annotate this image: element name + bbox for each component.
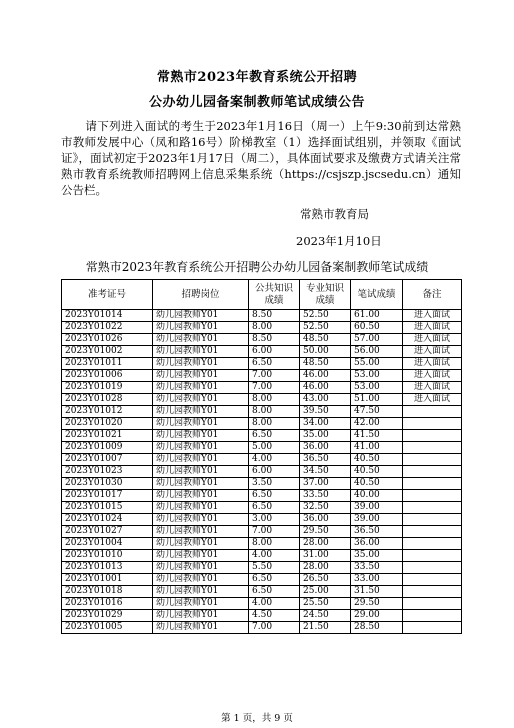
cell-remark — [403, 538, 462, 550]
cell-exam-id: 2023Y01016 — [62, 598, 153, 610]
cell-professional-score: 28.00 — [300, 562, 351, 574]
cell-remark — [403, 526, 462, 538]
cell-public-score: 6.50 — [249, 586, 300, 598]
cell-position: 幼儿园教师Y01 — [153, 322, 249, 334]
table-row — [62, 598, 462, 610]
cell-professional-score: 34.00 — [300, 418, 351, 430]
cell-public-score: 5.50 — [249, 562, 300, 574]
cell-position: 幼儿园教师Y01 — [153, 382, 249, 394]
table-row — [62, 418, 462, 430]
cell-written-score: 35.00 — [351, 550, 403, 562]
cell-written-score: 56.00 — [351, 346, 403, 358]
cell-exam-id: 2023Y01014 — [62, 310, 153, 322]
cell-exam-id: 2023Y01009 — [62, 442, 153, 454]
cell-position: 幼儿园教师Y01 — [153, 346, 249, 358]
cell-written-score: 33.00 — [351, 574, 403, 586]
header-public-score-text: 公共知识成绩 — [254, 282, 293, 306]
table-row — [62, 574, 462, 586]
table-row — [62, 610, 462, 622]
cell-exam-id: 2023Y01029 — [62, 610, 153, 622]
cell-exam-id: 2023Y01030 — [62, 478, 153, 490]
cell-remark: 进入面试 — [403, 358, 462, 370]
cell-position: 幼儿园教师Y01 — [153, 454, 249, 466]
cell-written-score: 39.00 — [351, 502, 403, 514]
cell-written-score: 51.00 — [351, 394, 403, 406]
cell-exam-id: 2023Y01018 — [62, 586, 153, 598]
cell-public-score: 5.00 — [249, 442, 300, 454]
cell-remark: 进入面试 — [403, 382, 462, 394]
header-professional-score — [300, 280, 351, 310]
cell-remark: 进入面试 — [403, 322, 462, 334]
table-header-row — [62, 280, 462, 310]
cell-remark — [403, 466, 462, 478]
cell-written-score: 53.00 — [351, 370, 403, 382]
cell-position: 幼儿园教师Y01 — [153, 562, 249, 574]
cell-remark — [403, 574, 462, 586]
cell-exam-id: 2023Y01019 — [62, 382, 153, 394]
cell-written-score: 47.50 — [351, 406, 403, 418]
cell-written-score: 57.00 — [351, 334, 403, 346]
table-row — [62, 334, 462, 346]
cell-exam-id: 2023Y01023 — [62, 466, 153, 478]
cell-public-score: 8.00 — [249, 322, 300, 334]
cell-remark — [403, 490, 462, 502]
cell-professional-score: 50.00 — [300, 346, 351, 358]
cell-position: 幼儿园教师Y01 — [153, 418, 249, 430]
cell-exam-id: 2023Y01021 — [62, 430, 153, 442]
cell-exam-id: 2023Y01015 — [62, 502, 153, 514]
cell-remark: 进入面试 — [403, 370, 462, 382]
cell-position: 幼儿园教师Y01 — [153, 310, 249, 322]
cell-professional-score: 48.50 — [300, 358, 351, 370]
cell-public-score: 4.50 — [249, 610, 300, 622]
cell-position: 幼儿园教师Y01 — [153, 598, 249, 610]
cell-remark — [403, 550, 462, 562]
cell-remark — [403, 622, 462, 634]
cell-professional-score: 25.50 — [300, 598, 351, 610]
cell-exam-id: 2023Y01005 — [62, 622, 153, 634]
cell-public-score: 6.50 — [249, 502, 300, 514]
cell-written-score: 33.50 — [351, 562, 403, 574]
cell-written-score: 36.00 — [351, 538, 403, 550]
cell-public-score: 8.00 — [249, 418, 300, 430]
cell-exam-id: 2023Y01024 — [62, 514, 153, 526]
page-number: 第 1 页，共 9 页 — [221, 713, 293, 724]
cell-professional-score: 24.50 — [300, 610, 351, 622]
notice-paragraph — [61, 118, 461, 198]
cell-public-score: 4.00 — [249, 454, 300, 466]
table-title: 常熟市2023年教育系统公开招聘公办幼儿园备案制教师笔试成绩 — [85, 260, 429, 274]
cell-written-score: 36.50 — [351, 526, 403, 538]
cell-exam-id: 2023Y01006 — [62, 370, 153, 382]
table-row — [62, 502, 462, 514]
cell-professional-score: 26.50 — [300, 574, 351, 586]
cell-remark — [403, 502, 462, 514]
cell-written-score: 41.00 — [351, 442, 403, 454]
cell-exam-id: 2023Y01002 — [62, 346, 153, 358]
cell-remark — [403, 418, 462, 430]
cell-position: 幼儿园教师Y01 — [153, 430, 249, 442]
cell-exam-id: 2023Y01022 — [62, 322, 153, 334]
cell-written-score: 40.50 — [351, 466, 403, 478]
cell-exam-id: 2023Y01020 — [62, 418, 153, 430]
cell-written-score: 53.00 — [351, 382, 403, 394]
cell-public-score: 6.50 — [249, 574, 300, 586]
table-row — [62, 586, 462, 598]
cell-professional-score: 39.50 — [300, 406, 351, 418]
cell-professional-score: 31.00 — [300, 550, 351, 562]
cell-written-score: 40.50 — [351, 478, 403, 490]
cell-remark — [403, 562, 462, 574]
cell-remark — [403, 586, 462, 598]
header-public-score — [249, 280, 300, 310]
cell-exam-id: 2023Y01011 — [62, 358, 153, 370]
cell-professional-score: 33.50 — [300, 490, 351, 502]
cell-professional-score: 43.00 — [300, 394, 351, 406]
cell-professional-score: 25.00 — [300, 586, 351, 598]
table-row — [62, 346, 462, 358]
table-row — [62, 478, 462, 490]
cell-written-score: 41.50 — [351, 430, 403, 442]
cell-position: 幼儿园教师Y01 — [153, 586, 249, 598]
cell-remark — [403, 514, 462, 526]
cell-professional-score: 21.50 — [300, 622, 351, 634]
table-row — [62, 370, 462, 382]
cell-exam-id: 2023Y01007 — [62, 454, 153, 466]
page-title-line2: 公办幼儿园备案制教师笔试成绩公告 — [148, 95, 365, 110]
cell-professional-score: 52.50 — [300, 310, 351, 322]
cell-position: 幼儿园教师Y01 — [153, 550, 249, 562]
table-row — [62, 466, 462, 478]
cell-public-score: 7.00 — [249, 370, 300, 382]
issuer-name: 常熟市教育局 — [300, 207, 369, 221]
cell-public-score: 3.50 — [249, 478, 300, 490]
cell-written-score: 40.00 — [351, 490, 403, 502]
cell-position: 幼儿园教师Y01 — [153, 502, 249, 514]
cell-public-score: 4.00 — [249, 550, 300, 562]
cell-public-score: 7.00 — [249, 526, 300, 538]
cell-position: 幼儿园教师Y01 — [153, 490, 249, 502]
table-row — [62, 406, 462, 418]
cell-professional-score: 46.00 — [300, 382, 351, 394]
cell-public-score: 6.50 — [249, 358, 300, 370]
cell-professional-score: 34.50 — [300, 466, 351, 478]
cell-exam-id: 2023Y01028 — [62, 394, 153, 406]
cell-written-score: 31.50 — [351, 586, 403, 598]
cell-public-score: 6.00 — [249, 466, 300, 478]
cell-public-score: 8.00 — [249, 406, 300, 418]
issue-date: 2023年1月10日 — [296, 234, 382, 248]
table-row — [62, 526, 462, 538]
cell-public-score: 7.00 — [249, 382, 300, 394]
cell-written-score: 61.00 — [351, 310, 403, 322]
cell-professional-score: 37.00 — [300, 478, 351, 490]
cell-remark — [403, 430, 462, 442]
cell-position: 幼儿园教师Y01 — [153, 478, 249, 490]
cell-position: 幼儿园教师Y01 — [153, 574, 249, 586]
cell-public-score: 6.50 — [249, 430, 300, 442]
cell-remark — [403, 478, 462, 490]
cell-position: 幼儿园教师Y01 — [153, 394, 249, 406]
cell-position: 幼儿园教师Y01 — [153, 610, 249, 622]
cell-position: 幼儿园教师Y01 — [153, 466, 249, 478]
cell-written-score: 40.50 — [351, 454, 403, 466]
cell-exam-id: 2023Y01010 — [62, 550, 153, 562]
cell-exam-id: 2023Y01013 — [62, 562, 153, 574]
cell-professional-score: 52.50 — [300, 322, 351, 334]
header-position: 招聘岗位 — [153, 280, 249, 310]
cell-professional-score: 32.50 — [300, 502, 351, 514]
header-written-score: 笔试成绩 — [351, 280, 403, 310]
cell-position: 幼儿园教师Y01 — [153, 442, 249, 454]
cell-exam-id: 2023Y01012 — [62, 406, 153, 418]
cell-public-score: 8.50 — [249, 310, 300, 322]
cell-written-score: 39.00 — [351, 514, 403, 526]
cell-written-score: 29.00 — [351, 610, 403, 622]
table-row — [62, 454, 462, 466]
table-row — [62, 538, 462, 550]
table-row — [62, 562, 462, 574]
cell-professional-score: 46.00 — [300, 370, 351, 382]
cell-remark: 进入面试 — [403, 334, 462, 346]
cell-position: 幼儿园教师Y01 — [153, 538, 249, 550]
cell-position: 幼儿园教师Y01 — [153, 334, 249, 346]
cell-public-score: 6.50 — [249, 490, 300, 502]
table-row — [62, 442, 462, 454]
cell-professional-score: 35.00 — [300, 430, 351, 442]
header-remark: 备注 — [403, 280, 462, 310]
cell-remark — [403, 406, 462, 418]
cell-professional-score: 36.00 — [300, 442, 351, 454]
cell-remark: 进入面试 — [403, 346, 462, 358]
table-row — [62, 310, 462, 322]
cell-position: 幼儿园教师Y01 — [153, 406, 249, 418]
header-exam-id: 准考证号 — [62, 280, 153, 310]
table-row — [62, 322, 462, 334]
table-row — [62, 358, 462, 370]
cell-written-score: 28.50 — [351, 622, 403, 634]
cell-position: 幼儿园教师Y01 — [153, 358, 249, 370]
table-row — [62, 490, 462, 502]
cell-public-score: 7.00 — [249, 622, 300, 634]
cell-exam-id: 2023Y01004 — [62, 538, 153, 550]
table-row — [62, 394, 462, 406]
cell-remark — [403, 454, 462, 466]
cell-professional-score: 48.50 — [300, 334, 351, 346]
header-professional-score-text: 专业知识成绩 — [305, 282, 344, 306]
table-row — [62, 430, 462, 442]
cell-remark: 进入面试 — [403, 310, 462, 322]
cell-written-score: 55.00 — [351, 358, 403, 370]
cell-exam-id: 2023Y01026 — [62, 334, 153, 346]
cell-position: 幼儿园教师Y01 — [153, 514, 249, 526]
cell-remark — [403, 610, 462, 622]
table-row — [62, 622, 462, 634]
cell-professional-score: 36.50 — [300, 454, 351, 466]
cell-public-score: 8.50 — [249, 334, 300, 346]
cell-remark — [403, 442, 462, 454]
page-title-line1: 常熟市2023年教育系统公开招聘 — [156, 70, 358, 85]
cell-public-score: 4.00 — [249, 598, 300, 610]
cell-public-score: 3.00 — [249, 514, 300, 526]
table-row — [62, 514, 462, 526]
cell-remark: 进入面试 — [403, 394, 462, 406]
cell-written-score: 42.00 — [351, 418, 403, 430]
cell-written-score: 29.50 — [351, 598, 403, 610]
table-row — [62, 550, 462, 562]
cell-exam-id: 2023Y01027 — [62, 526, 153, 538]
cell-professional-score: 29.50 — [300, 526, 351, 538]
cell-public-score: 8.00 — [249, 538, 300, 550]
notice-text: 请下列进入面试的考生于2023年1月16日（周一）上午9:30前到达常熟市教师发展中心（凤和路16号）阶梯教室（1）选择面试组别，并领取《面试证》，面试初定于2023年1月17日（周二），具体面试要求及缴费方式请关注常熟市教育系统教师招聘网上信息采集系统（https://csjszp.jscsedu.cn）通知公告栏。 — [61, 119, 461, 197]
table-body — [62, 310, 462, 634]
score-table — [61, 279, 462, 634]
cell-remark — [403, 598, 462, 610]
cell-position: 幼儿园教师Y01 — [153, 370, 249, 382]
cell-exam-id: 2023Y01001 — [62, 574, 153, 586]
cell-written-score: 60.50 — [351, 322, 403, 334]
cell-professional-score: 28.00 — [300, 538, 351, 550]
cell-position: 幼儿园教师Y01 — [153, 622, 249, 634]
cell-professional-score: 36.00 — [300, 514, 351, 526]
cell-public-score: 6.00 — [249, 346, 300, 358]
cell-position: 幼儿园教师Y01 — [153, 526, 249, 538]
table-row — [62, 382, 462, 394]
cell-public-score: 8.00 — [249, 394, 300, 406]
cell-exam-id: 2023Y01017 — [62, 490, 153, 502]
